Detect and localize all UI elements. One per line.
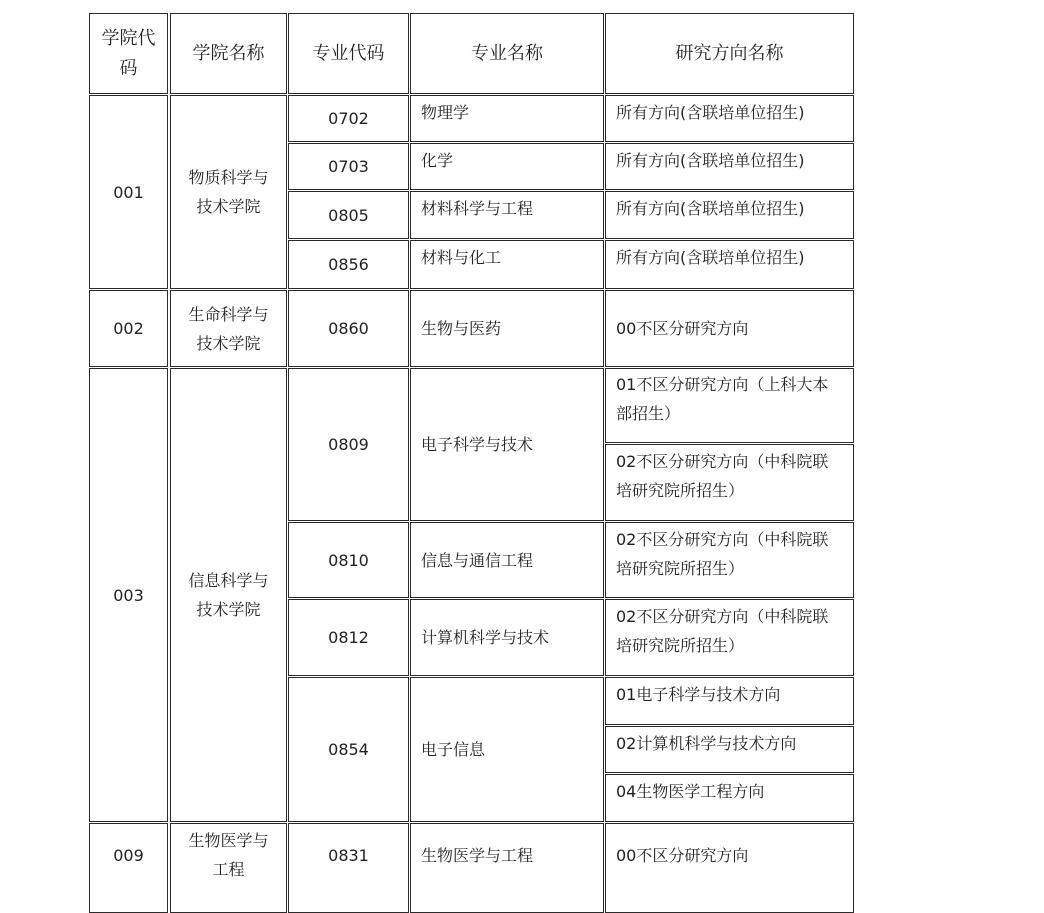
major-name-cell: 材料与化工 <box>410 240 604 289</box>
direction-cell: 01电子科学与技术方向 <box>605 677 854 725</box>
major-code-cell: 0856 <box>288 240 409 289</box>
direction-cell: 所有方向(含联培单位招生) <box>605 191 854 239</box>
header-major-name: 专业名称 <box>410 13 604 94</box>
header-direction: 研究方向名称 <box>605 13 854 94</box>
major-name-cell: 电子科学与技术 <box>410 368 604 521</box>
college-code-cell: 003 <box>89 368 168 822</box>
major-name-cell: 化学 <box>410 143 604 190</box>
college-name-cell <box>170 95 287 289</box>
direction-cell: 04生物医学工程方向 <box>605 774 854 822</box>
major-name-cell: 物理学 <box>410 95 604 142</box>
direction-cell: 00不区分研究方向 <box>605 290 854 367</box>
direction-cell: 01不区分研究方向（上科大本部招生） <box>605 368 854 443</box>
header-college-code <box>89 13 168 94</box>
college-code-cell: 001 <box>89 95 168 289</box>
header-college-name: 学院名称 <box>170 13 287 94</box>
direction-cell: 02不区分研究方向（中科院联培研究院所招生） <box>605 522 854 598</box>
direction-cell: 所有方向(含联培单位招生) <box>605 95 854 142</box>
college-name-text: 物质科学与技术学院 <box>188 168 269 216</box>
major-code-cell: 0810 <box>288 522 409 598</box>
header-major-code: 专业代码 <box>288 13 409 94</box>
direction-cell: 所有方向(含联培单位招生) <box>605 240 854 289</box>
major-name-cell: 材料科学与工程 <box>410 191 604 239</box>
college-code-cell: 009 <box>89 823 168 913</box>
direction-cell: 02不区分研究方向（中科院联培研究院所招生） <box>605 444 854 521</box>
college-code-cell: 002 <box>89 290 168 367</box>
major-code-cell: 0805 <box>288 191 409 239</box>
major-name-cell: 生物与医药 <box>410 290 604 367</box>
college-name-text: 生命科学与技术学院 <box>188 304 269 353</box>
major-name-cell: 生物医学与工程 <box>410 823 604 913</box>
college-name-cell <box>170 290 287 367</box>
direction-cell: 02计算机科学与技术方向 <box>605 726 854 773</box>
direction-cell: 所有方向(含联培单位招生) <box>605 143 854 190</box>
college-name-text: 信息科学与技术学院 <box>188 571 269 619</box>
major-name-cell: 信息与通信工程 <box>410 522 604 598</box>
major-name-cell: 电子信息 <box>410 677 604 822</box>
direction-cell: 00不区分研究方向 <box>605 823 854 913</box>
direction-cell: 02不区分研究方向（中科院联培研究院所招生） <box>605 599 854 676</box>
header-college-code-text: 学院代码 <box>101 27 156 79</box>
major-code-cell: 0702 <box>288 95 409 142</box>
major-name-cell: 计算机科学与技术 <box>410 599 604 676</box>
major-code-cell: 0812 <box>288 599 409 676</box>
major-code-cell: 0809 <box>288 368 409 521</box>
college-name-text: 生物医学与工程 <box>188 831 269 879</box>
college-name-cell <box>170 368 287 822</box>
major-code-cell: 0831 <box>288 823 409 913</box>
major-code-cell: 0854 <box>288 677 409 822</box>
major-code-cell: 0703 <box>288 143 409 190</box>
major-code-cell: 0860 <box>288 290 409 367</box>
